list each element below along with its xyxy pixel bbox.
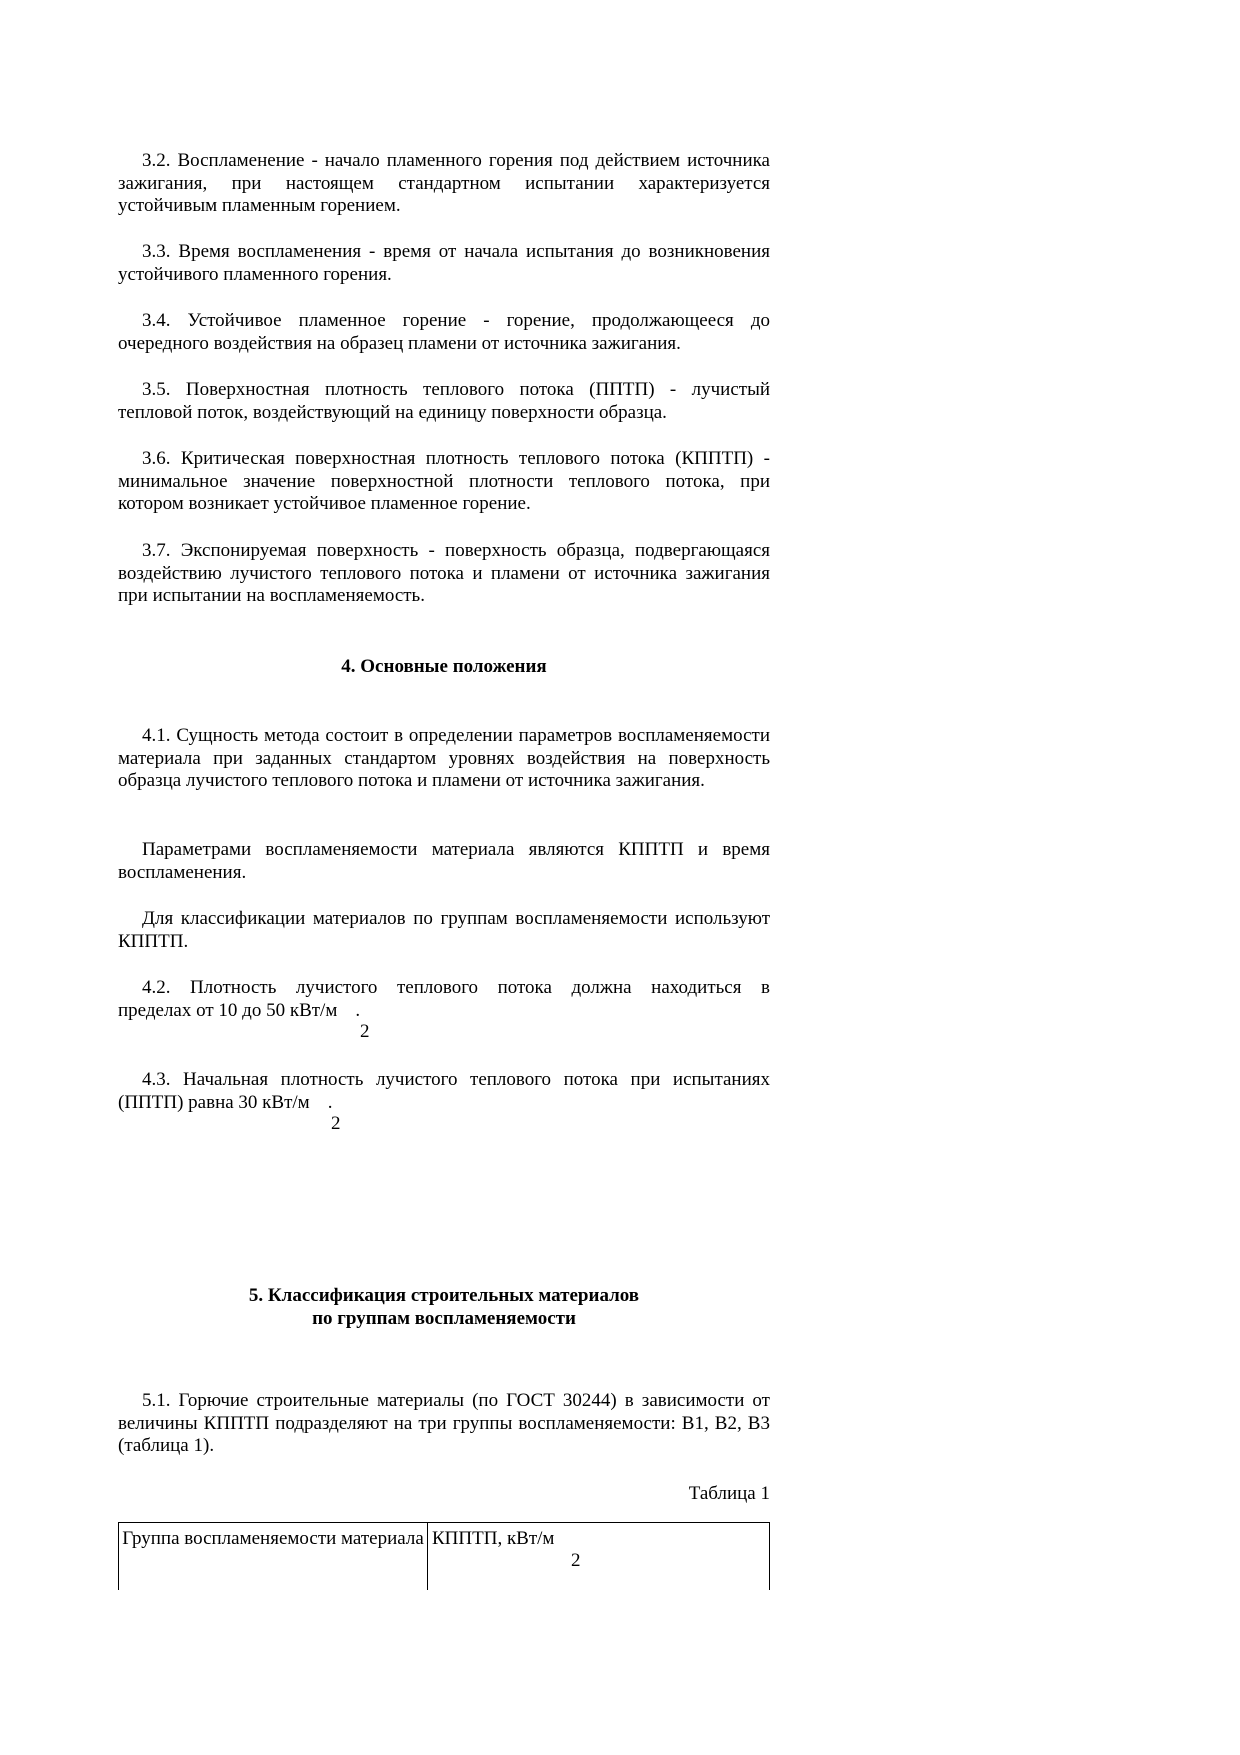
paragraph-4-2-line2 bbox=[118, 1000, 770, 1023]
paragraph-4-2 bbox=[118, 977, 770, 1022]
superscript-m2-4-3: 2 bbox=[331, 1113, 341, 1134]
paragraph-4-3-period: . bbox=[327, 1091, 333, 1113]
table-caption: Таблица 1 bbox=[688, 1483, 770, 1504]
table-header-group: Группа воспламеняемости материала bbox=[119, 1523, 428, 1590]
paragraph-4-2-period: . bbox=[355, 999, 361, 1021]
section-heading-4: 4. Основные положения bbox=[341, 656, 547, 677]
paragraph-4-2-line1: 4.2. Плотность лучистого теплового потока должна находиться в bbox=[142, 977, 770, 998]
paragraph-3-7: 3.7. Экспонируемая поверхность - поверхность образца, подвергающаяся воздействию лучистого теплового потока и пламени от источника зажигания при испытании на воспламеняемость. bbox=[118, 540, 770, 606]
paragraph-3-5: 3.5. Поверхностная плотность теплового потока (ППТП) - лучистый тепловой поток, воздействующий на единицу поверхности образца. bbox=[118, 379, 770, 423]
paragraph-4-1: 4.1. Сущность метода состоит в определении параметров воспламеняемости материала при заданных стандартом уровнях воздействия на поверхность образца лучистого теплового потока и пламени от источника зажигания. bbox=[118, 725, 770, 791]
paragraph-4-3-text: (ППТП) равна 30 кВт/м bbox=[118, 1091, 310, 1113]
table-header-kpptp bbox=[432, 1523, 769, 1595]
paragraph-3-2: 3.2. Воспламенение - начало пламенного горения под действием источника зажигания, при настоящем стандартном испытании характеризуется устойчивым пламенным горением. bbox=[118, 150, 770, 216]
paragraph-4-3-line1: 4.3. Начальная плотность лучистого теплового потока при испытаниях bbox=[142, 1069, 770, 1090]
section-heading-5-line1: 5. Классификация строительных материалов bbox=[248, 1285, 640, 1306]
paragraph-parameters: Параметрами воспламеняемости материала являются КППТП и время воспламенения. bbox=[118, 839, 770, 883]
superscript-m2-4-2: 2 bbox=[360, 1021, 370, 1042]
paragraph-4-3-line2 bbox=[118, 1092, 770, 1115]
paragraph-3-6: 3.6. Критическая поверхностная плотность теплового потока (КППТП) - минимальное значение поверхностной плотности теплового потока, при котором возникает устойчивое пламенное горение. bbox=[118, 448, 770, 514]
section-heading-5 bbox=[118, 1285, 770, 1330]
paragraph-3-4: 3.4. Устойчивое пламенное горение - горение, продолжающееся до очередного воздействия на образец пламени от источника зажигания. bbox=[118, 310, 770, 354]
table-header-superscript: 2 bbox=[571, 1550, 581, 1571]
paragraph-5-1: 5.1. Горючие строительные материалы (по ГОСТ 30244) в зависимости от величины КППТП подразделяют на три группы воспламеняемости: В1, В2, В3 (таблица 1). bbox=[118, 1390, 770, 1456]
paragraph-4-2-text: пределах от 10 до 50 кВт/м bbox=[118, 999, 338, 1021]
table-1 bbox=[118, 1522, 770, 1590]
section-heading-5-line2: по группам воспламеняемости bbox=[312, 1307, 576, 1329]
table-header-kpptp-text: КППТП, кВт/м bbox=[432, 1528, 555, 1549]
paragraph-4-3 bbox=[118, 1069, 770, 1114]
paragraph-3-3: 3.3. Время воспламенения - время от начала испытания до возникновения устойчивого пламенного горения. bbox=[118, 241, 770, 285]
paragraph-classification: Для классификации материалов по группам воспламеняемости используют КППТП. bbox=[118, 908, 770, 952]
